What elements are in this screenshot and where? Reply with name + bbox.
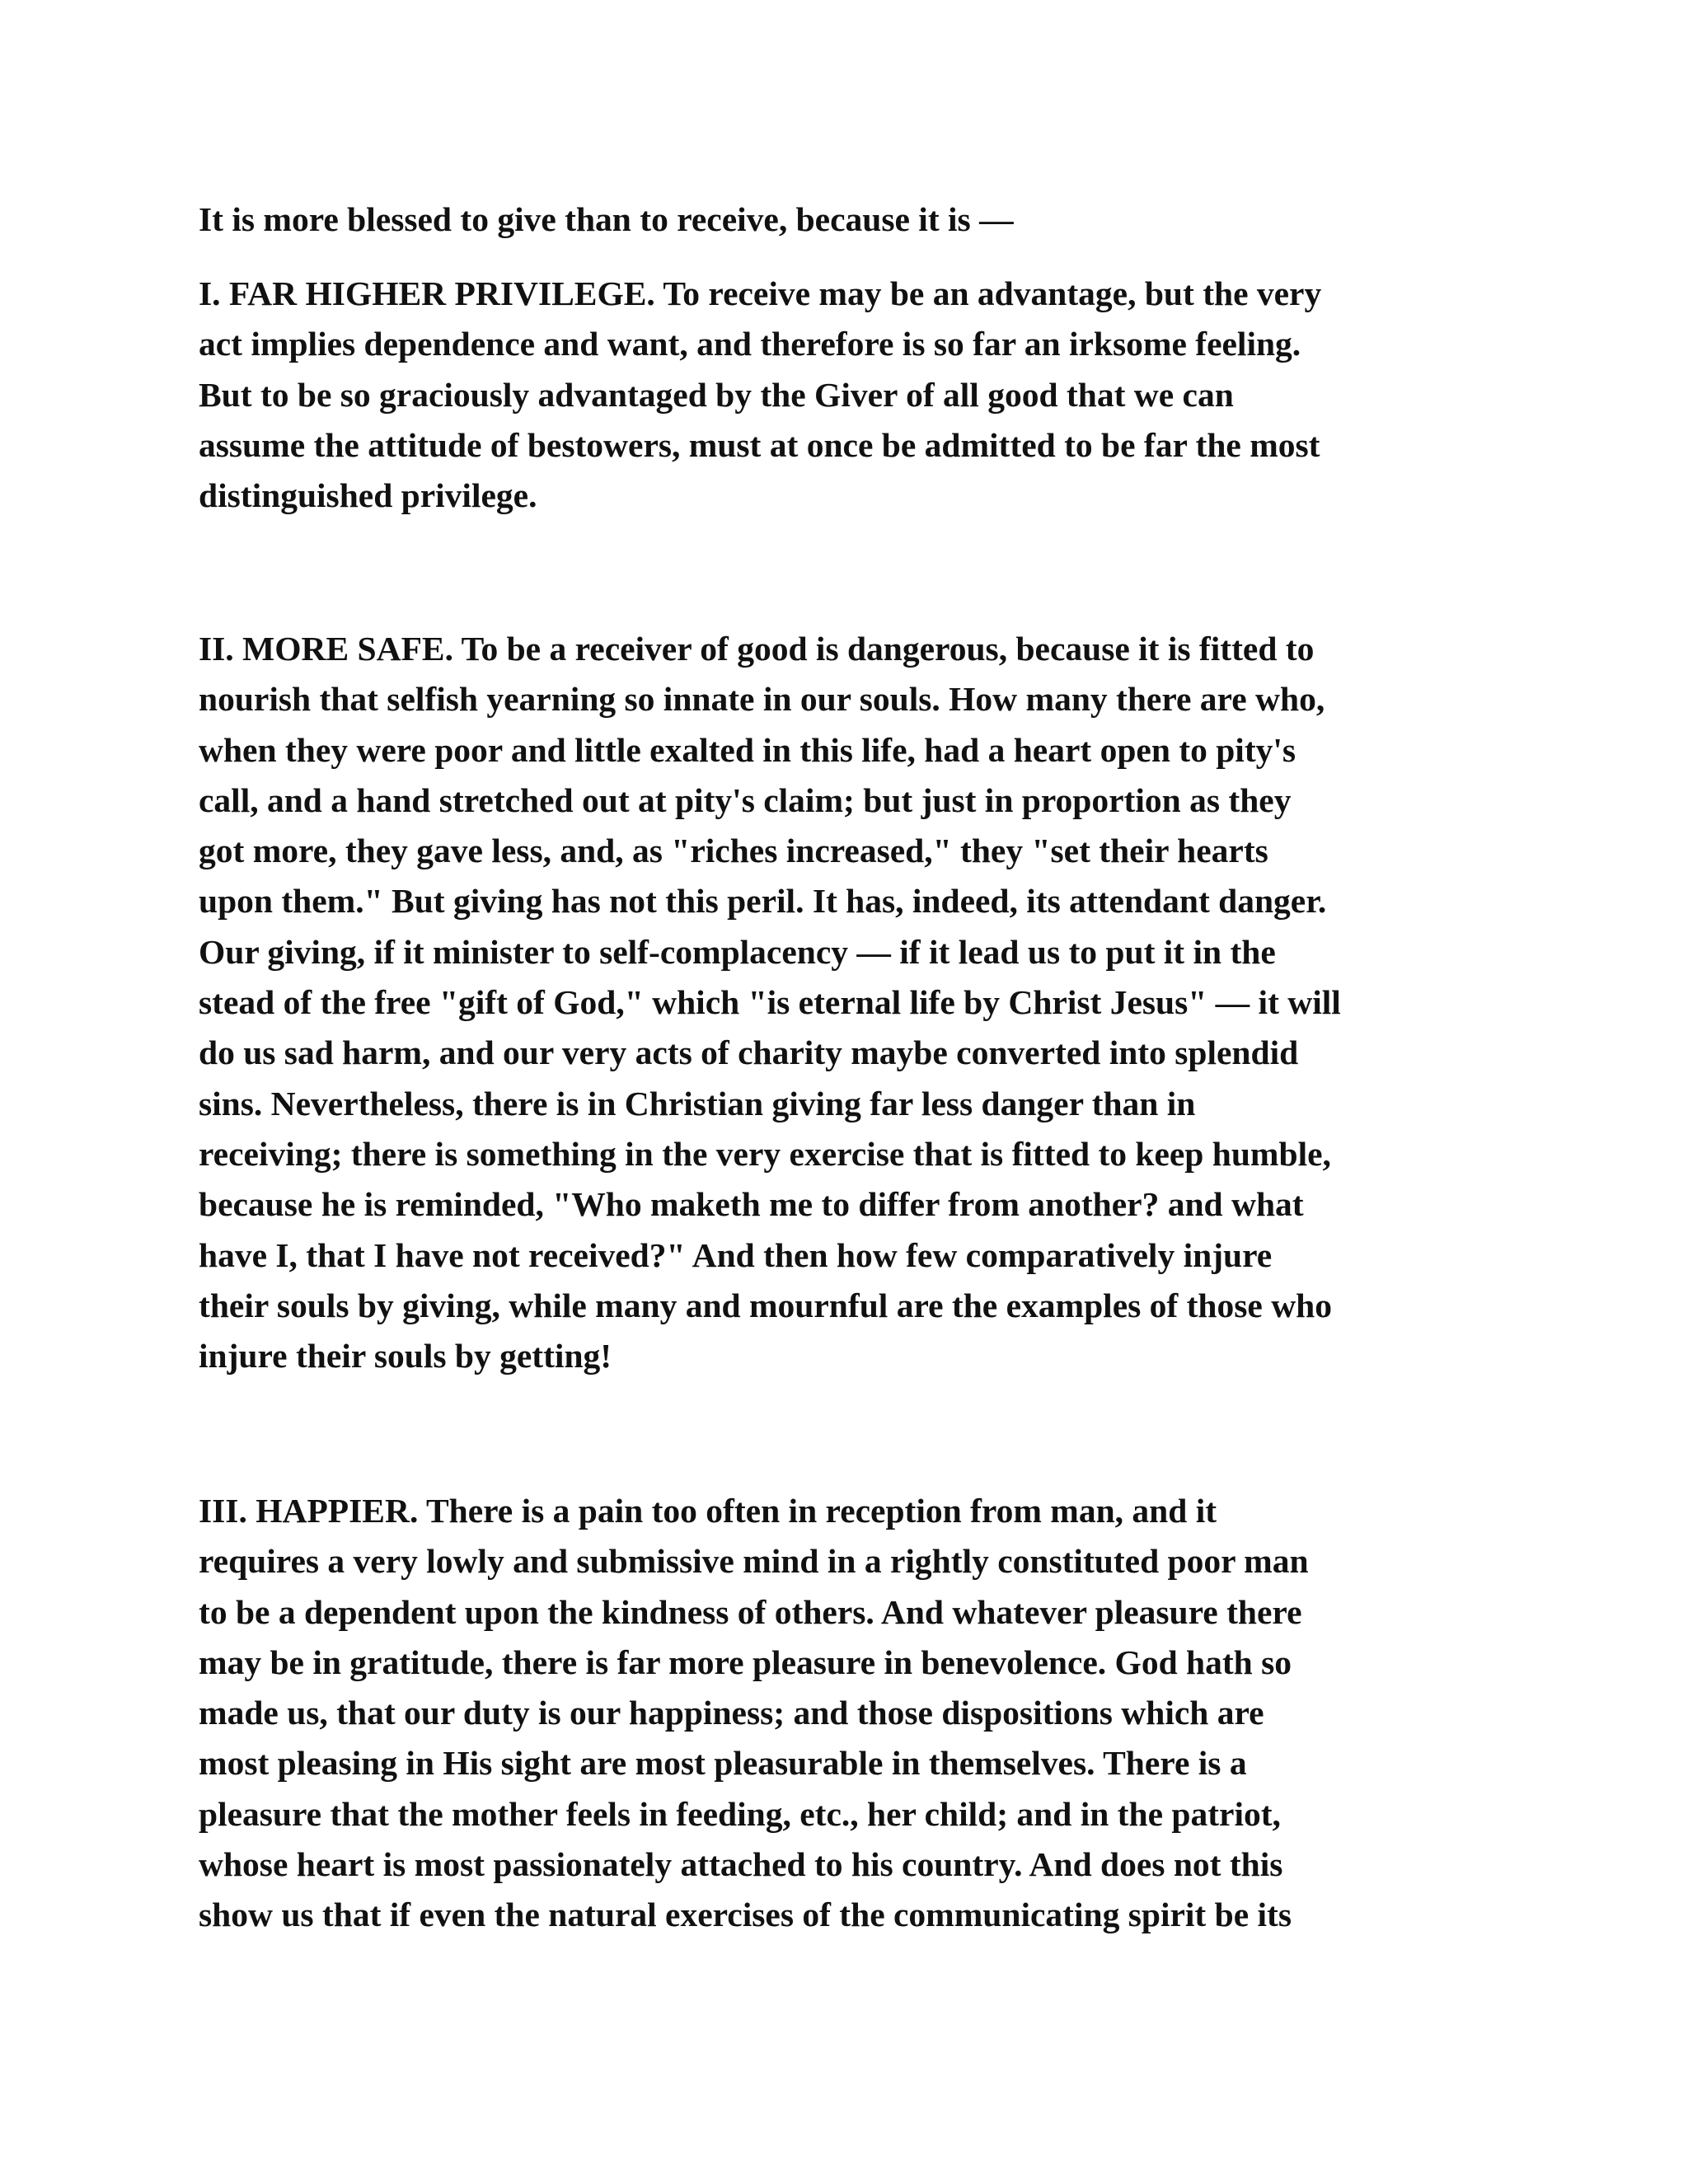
text-line: stead of the free "gift of God," which "is eternal life by Christ Jesus" — it will	[199, 983, 1341, 1022]
text-line: when they were poor and little exalted in this life, had a heart open to pity's	[199, 730, 1296, 769]
text-line: most pleasing in His sight are most pleasurable in themselves. There is a	[199, 1744, 1247, 1783]
text-line: requires a very lowly and submissive mind in a rightly constituted poor man	[199, 1542, 1309, 1581]
text-line: got more, they gave less, and, as "riches increased," they "set their hearts	[199, 832, 1268, 870]
text-line: I. FAR HIGHER PRIVILEGE. To receive may be an advantage, but the very	[199, 274, 1322, 312]
text-line: assume the attitude of bestowers, must at once be admitted to be far the most	[199, 425, 1320, 464]
text-line: whose heart is most passionately attached to his country. And does not this	[199, 1845, 1283, 1884]
text-line: It is more blessed to give than to receive, because it is —	[199, 200, 1014, 238]
text-line: to be a dependent upon the kindness of others. And whatever pleasure there	[199, 1592, 1302, 1631]
text-line: their souls by giving, while many and mournful are the examples of those who	[199, 1286, 1332, 1324]
text-line: show us that if even the natural exercises of the communicating spirit be its	[199, 1896, 1292, 1934]
text-line: Our giving, if it minister to self-complacency — if it lead us to put it in the	[199, 932, 1276, 971]
text-line: pleasure that the mother feels in feeding, etc., her child; and in the patriot,	[199, 1794, 1281, 1833]
text-line: III. HAPPIER. There is a pain too often in reception from man, and it	[199, 1492, 1217, 1530]
text-line: receiving; there is something in the very exercise that is fitted to keep humble,	[199, 1134, 1331, 1173]
text-line: injure their souls by getting!	[199, 1337, 612, 1376]
text-line: call, and a hand stretched out at pity's claim; but just in proportion as they	[199, 780, 1292, 819]
intro-paragraph	[199, 194, 1497, 245]
text-line: distinguished privilege.	[199, 476, 537, 515]
text-line: do us sad harm, and our very acts of charity maybe converted into splendid	[199, 1033, 1299, 1072]
section-3-happier	[199, 1486, 1497, 1941]
text-line: because he is reminded, "Who maketh me to differ from another? and what	[199, 1185, 1304, 1224]
text-line: may be in gratitude, there is far more pleasure in benevolence. God hath so	[199, 1643, 1292, 1681]
text-line: II. MORE SAFE. To be a receiver of good is dangerous, because it is fitted to	[199, 630, 1315, 668]
text-line: upon them." But giving has not this peril. It has, indeed, its attendant danger.	[199, 882, 1327, 921]
text-line: have I, that I have not received?" And then how few comparatively injure	[199, 1235, 1273, 1274]
text-line: nourish that selfish yearning so innate in our souls. How many there are who,	[199, 680, 1325, 719]
section-2-more-safe	[199, 624, 1497, 1381]
text-line: But to be so graciously advantaged by the Giver of all good that we can	[199, 375, 1234, 414]
text-line: made us, that our duty is our happiness; and those dispositions which are	[199, 1694, 1264, 1732]
section-1-far-higher-privilege	[199, 269, 1497, 521]
text-line: sins. Nevertheless, there is in Christian giving far less danger than in	[199, 1084, 1196, 1122]
text-line: act implies dependence and want, and therefore is so far an irksome feeling.	[199, 325, 1301, 363]
